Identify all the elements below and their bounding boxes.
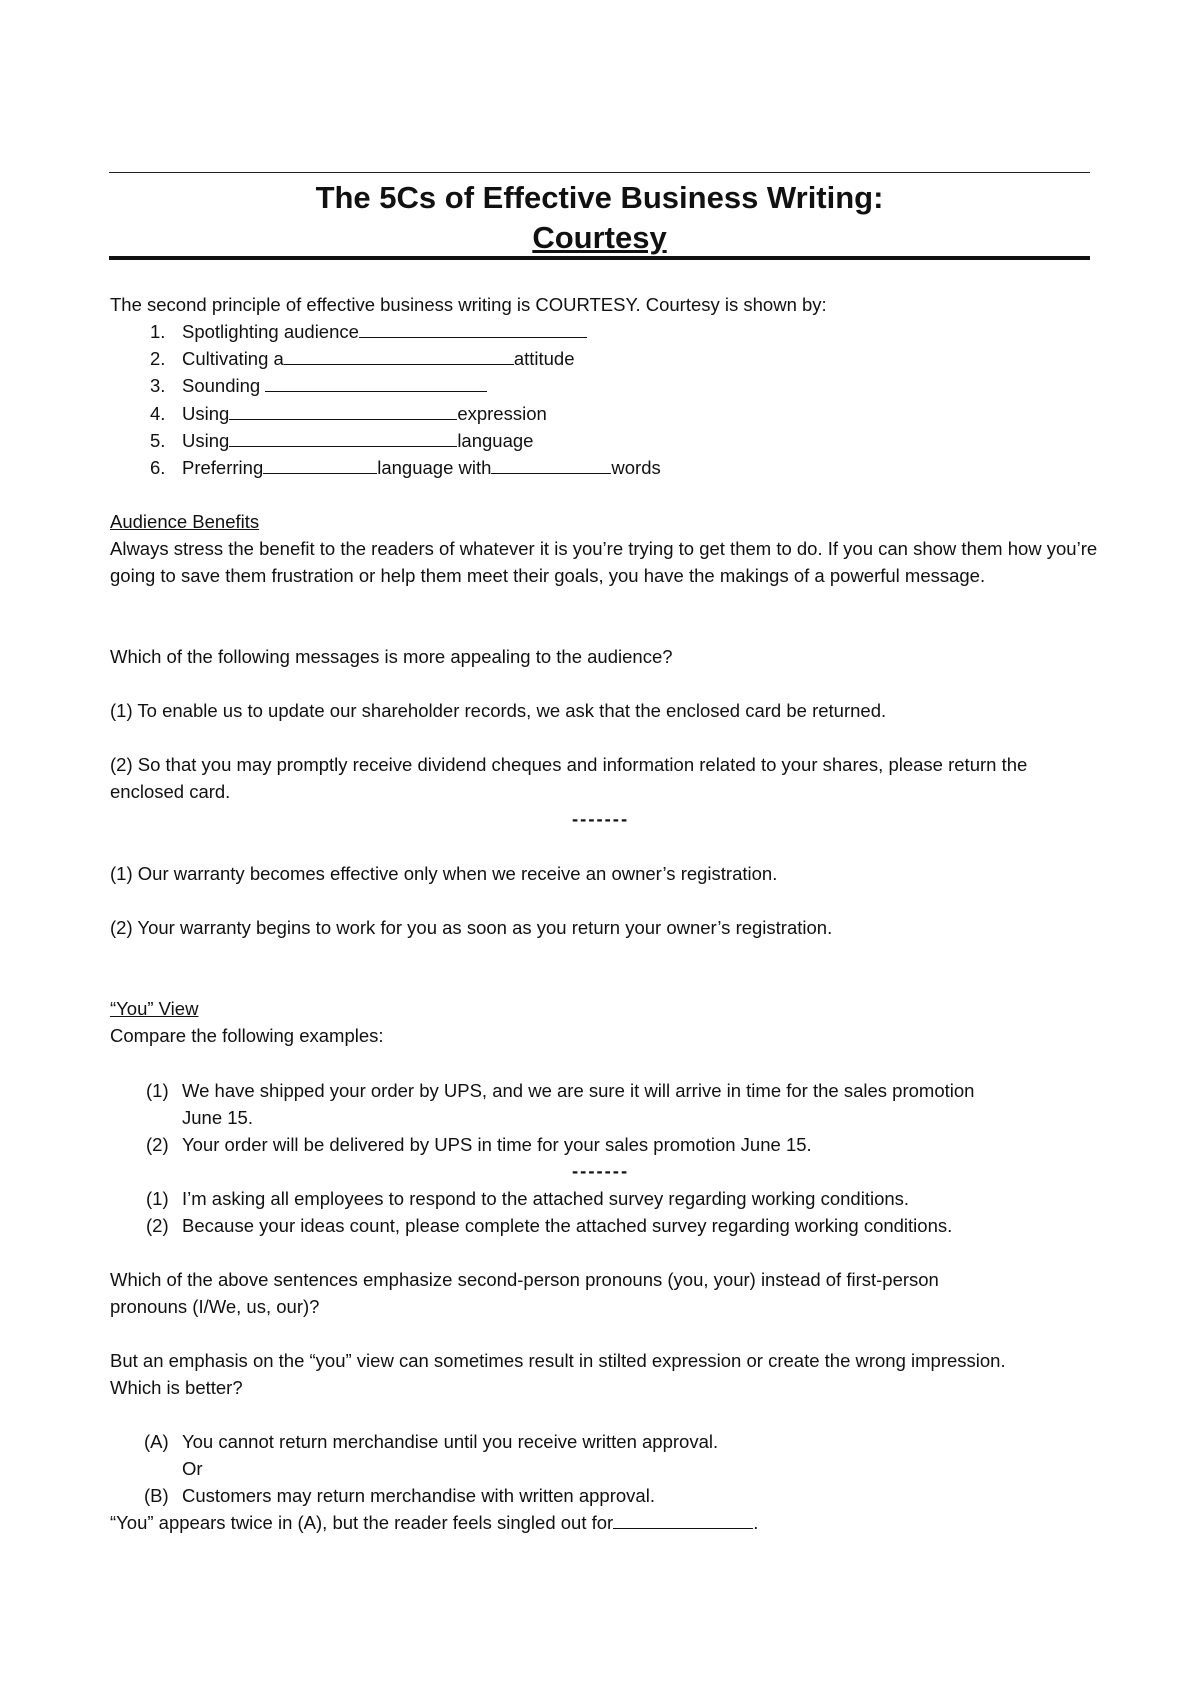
audience-benefits-body: Always stress the benefit to the readers of whatever it is you’re trying to get them to do. If you can show them how you’re going to save them frustration or help them meet their goals, you have the makings of a powerful message. bbox=[110, 538, 1098, 586]
intro-text: The second principle of effective business writing is COURTESY. Courtesy is shown by: bbox=[110, 294, 827, 315]
example-number: (2) bbox=[146, 1215, 169, 1236]
page-subtitle: Courtesy bbox=[532, 220, 667, 255]
final-sentence bbox=[110, 1509, 758, 1536]
example-number: (2) bbox=[110, 754, 133, 775]
example-number: (1) bbox=[110, 863, 133, 884]
example-text: Your order will be delivered by UPS in time for your sales promotion June 15. bbox=[182, 1134, 812, 1155]
example-text: We have shipped your order by UPS, and we are sure it will arrive in time for the sales promotion bbox=[182, 1080, 975, 1101]
option-label: (A) bbox=[144, 1431, 169, 1452]
example-text: Your warranty begins to work for you as soon as you return your owner’s registration. bbox=[132, 917, 833, 938]
list-item-text: Cultivating a bbox=[182, 348, 284, 369]
list-item bbox=[182, 372, 487, 399]
example-number: (1) bbox=[146, 1080, 169, 1101]
list-number: 5. bbox=[150, 430, 166, 451]
list-item-text: expression bbox=[457, 403, 547, 424]
example-number: (2) bbox=[146, 1134, 169, 1155]
fill-blank bbox=[359, 319, 587, 338]
list-number: 1. bbox=[150, 321, 166, 342]
example-line bbox=[110, 860, 777, 887]
list-item-text: language bbox=[457, 430, 534, 451]
example-text: So that you may promptly receive dividend cheques and information related to your shares, please return the enclosed card. bbox=[110, 754, 1028, 802]
fill-blank bbox=[284, 346, 514, 365]
or-text: Or bbox=[182, 1458, 203, 1479]
option-text: Customers may return merchandise with written approval. bbox=[182, 1485, 655, 1506]
example-text: Because your ideas count, please complete the attached survey regarding working conditions. bbox=[182, 1215, 953, 1236]
title-bottom-rule bbox=[109, 256, 1090, 260]
emphasis-text: But an emphasis on the “you” view can sometimes result in stilted expression or create the wrong impression. bbox=[110, 1350, 1006, 1371]
section-heading-you-view: “You” View bbox=[110, 998, 199, 1019]
list-number: 3. bbox=[150, 375, 166, 396]
example-text: I’m asking all employees to respond to the attached survey regarding working conditions. bbox=[182, 1188, 910, 1209]
list-number: 6. bbox=[150, 457, 166, 478]
list-item bbox=[182, 454, 661, 481]
separator: ------- bbox=[572, 1160, 630, 1181]
list-item bbox=[182, 400, 547, 427]
list-number: 4. bbox=[150, 403, 166, 424]
list-item-text: language with bbox=[377, 457, 492, 478]
list-item bbox=[182, 345, 575, 372]
list-item-text: Preferring bbox=[182, 457, 264, 478]
example-text: Our warranty becomes effective only when we receive an owner’s registration. bbox=[132, 863, 778, 884]
question-text: Which of the above sentences emphasize second-person pronouns (you, your) instead of first-person bbox=[110, 1269, 939, 1290]
section-heading-audience-benefits: Audience Benefits bbox=[110, 511, 260, 532]
example-line bbox=[110, 697, 886, 724]
compare-text: Compare the following examples: bbox=[110, 1025, 384, 1046]
list-item bbox=[182, 318, 587, 345]
example-line bbox=[110, 914, 832, 941]
option-label: (B) bbox=[144, 1485, 169, 1506]
top-rule bbox=[109, 172, 1090, 173]
list-item-text: Using bbox=[182, 430, 230, 451]
example-number: (1) bbox=[110, 700, 133, 721]
option-text: You cannot return merchandise until you receive written approval. bbox=[182, 1431, 719, 1452]
audience-question: Which of the following messages is more appealing to the audience? bbox=[110, 646, 673, 667]
fill-blank bbox=[613, 1510, 753, 1529]
separator: ------- bbox=[572, 808, 630, 829]
question-text-continued: pronouns (I/We, us, our)? bbox=[110, 1296, 320, 1317]
fill-blank bbox=[491, 455, 611, 474]
example-number: (1) bbox=[146, 1188, 169, 1209]
emphasis-text-continued: Which is better? bbox=[110, 1377, 243, 1398]
list-item-text: Spotlighting audience bbox=[182, 321, 359, 342]
fill-blank bbox=[265, 373, 487, 392]
list-item-text: Using bbox=[182, 403, 230, 424]
list-item-text: words bbox=[611, 457, 661, 478]
example-text-continued: June 15. bbox=[182, 1107, 253, 1128]
list-item bbox=[182, 427, 533, 454]
example-text: To enable us to update our shareholder records, we ask that the enclosed card be returned. bbox=[132, 700, 887, 721]
fill-blank bbox=[263, 455, 377, 474]
page-title: The 5Cs of Effective Business Writing: bbox=[315, 180, 884, 215]
list-number: 2. bbox=[150, 348, 166, 369]
list-item-text: attitude bbox=[513, 348, 575, 369]
list-item-text: Sounding bbox=[182, 375, 261, 396]
fill-blank bbox=[229, 428, 457, 447]
final-text: “You” appears twice in (A), but the reader feels singled out for bbox=[110, 1512, 614, 1533]
fill-blank bbox=[229, 401, 457, 420]
example-number: (2) bbox=[110, 917, 133, 938]
final-text: . bbox=[753, 1512, 759, 1533]
example-line bbox=[110, 751, 1100, 805]
